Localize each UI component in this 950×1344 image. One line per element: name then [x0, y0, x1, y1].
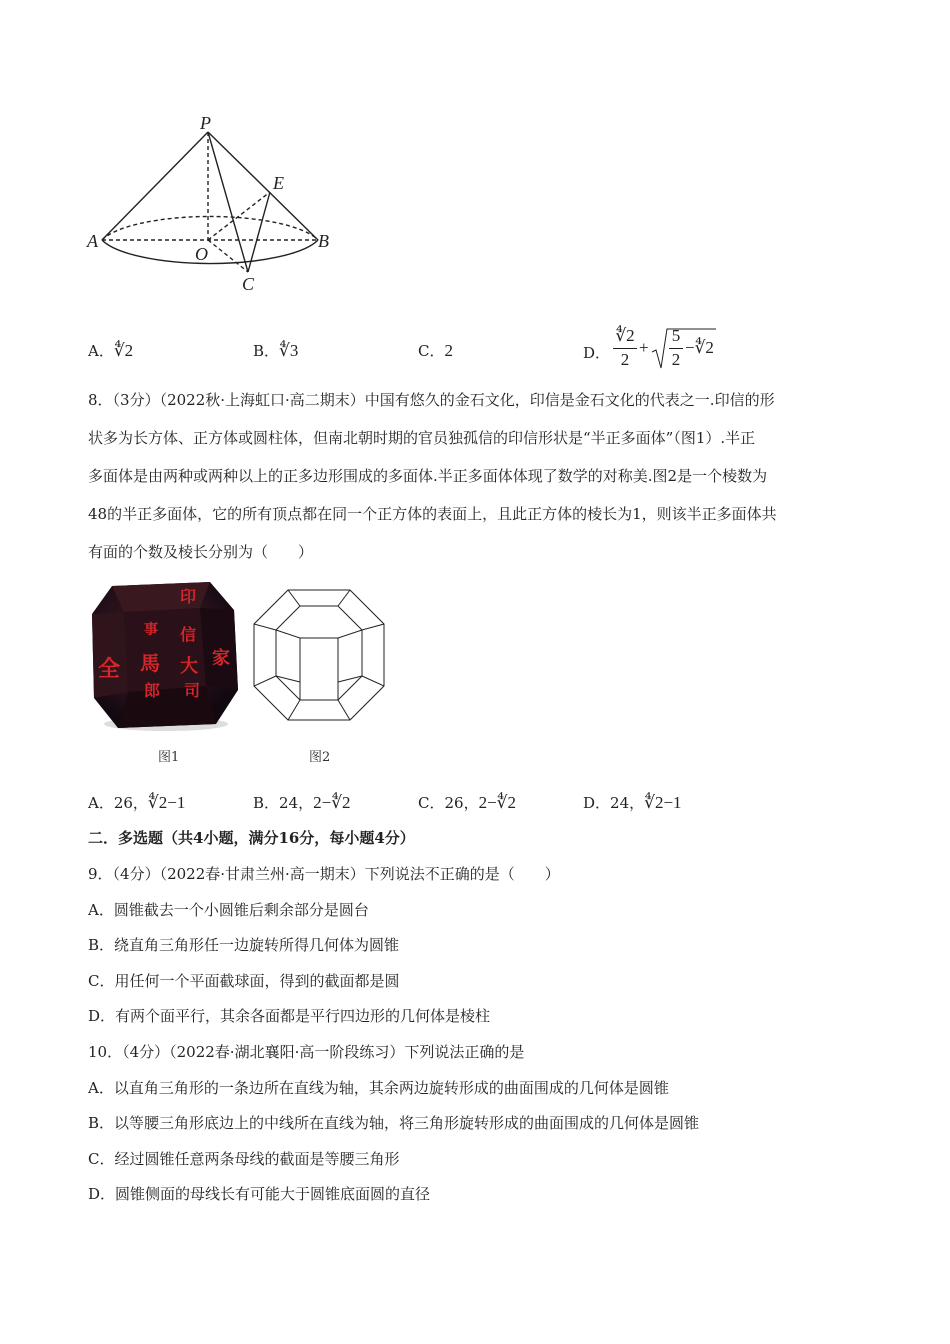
seal-char-5: 馬 — [140, 651, 160, 675]
seal-char-4: 司 — [184, 681, 201, 700]
q9-option-a[interactable]: A．圆锥截去一个小圆锥后剩余部分是圆台 — [88, 901, 369, 919]
polyhedron-figure — [248, 584, 390, 726]
q8-stem-line-2: 状多为长方体、正方体或圆柱体，但南北朝时期的官员独孤信的印信形状是“半正多面体”（图1）.半正 — [88, 429, 756, 447]
seal-char-8: 郎 — [144, 681, 161, 700]
q7-option-b[interactable]: B．∜3 — [253, 341, 299, 360]
q8-stem-line-3: 多面体是由两种或两种以上的正多边形围成的多面体.半正多面体体现了数学的对称美.图2是一个棱数为 — [88, 467, 768, 485]
seal-char-7: 家 — [212, 648, 230, 669]
q7-option-b-value: ∜3 — [279, 341, 299, 360]
q10-option-b[interactable]: B．以等腰三角形底边上的中线所在直线为轴，将三角形旋转形成的曲面围成的几何体是圆锥 — [88, 1114, 700, 1132]
q8-option-b-value: 2−∜2 — [313, 793, 351, 812]
q8-option-d-value: ∜2−1 — [644, 793, 682, 812]
edge-pb — [208, 132, 318, 240]
q10-option-a[interactable]: A．以直角三角形的一条边所在直线为轴，其余两边旋转形成的曲面围成的几何体是圆锥 — [88, 1079, 669, 1097]
q10-option-d[interactable]: D．圆锥侧面的母线长有可能大于圆锥底面圆的直径 — [88, 1185, 431, 1203]
q8-option-c-value: 2−∜2 — [478, 793, 516, 812]
label-o: O — [195, 244, 208, 264]
q9-option-d[interactable]: D．有两个面平行，其余各面都是平行四边形的几何体是棱柱 — [88, 1007, 491, 1025]
cone-base-front-arc — [102, 240, 318, 264]
seal-char-6: 全 — [98, 656, 121, 682]
q7-option-a-value: ∜2 — [113, 341, 134, 360]
q10-option-c[interactable]: C．经过圆锥任意两条母线的截面是等腰三角形 — [88, 1150, 400, 1168]
edge-pa — [102, 132, 208, 240]
q7-option-a[interactable]: A．∜2 — [88, 341, 134, 360]
cone-figure — [80, 108, 350, 298]
q7-option-c[interactable]: C．2 — [418, 341, 453, 360]
fig1-caption: 图1 — [158, 750, 180, 765]
label-a: A — [87, 231, 98, 251]
q9-option-b[interactable]: B．绕直角三角形任一边旋转所得几何体为圆锥 — [88, 936, 400, 954]
q8-option-d[interactable]: D．24，∜2−1 — [583, 793, 682, 812]
q9-option-c[interactable]: C．用任何一个平面截球面，得到的截面都是圆 — [88, 972, 400, 990]
q8-stem-line-1: 8．（3分）（2022秋·上海虹口·高二期末）中国有悠久的金石文化，印信是金石文化的代表之一.印信的形 — [88, 391, 775, 409]
segment-oc — [208, 240, 248, 272]
q8-stem-line-4: 48的半正多面体，它的所有顶点都在同一个正方体的表面上，且此正方体的棱长为1，则该半正多面体共 — [88, 505, 777, 523]
seal-char-2: 信 — [180, 625, 197, 644]
section-2-heading: 二．多选题（共4小题，满分16分，每小题4分） — [88, 829, 415, 847]
q8-option-c[interactable]: C．26，2−∜2 — [418, 793, 516, 812]
seal-char-1: 印 — [180, 587, 197, 606]
label-e: E — [273, 173, 284, 193]
edge-pc — [208, 132, 248, 272]
seal-char-9: 事 — [144, 622, 158, 638]
q8-option-a-value: ∜2−1 — [147, 793, 186, 812]
q7-option-c-value: 2 — [444, 341, 453, 360]
seal-char-3: 大 — [180, 656, 198, 677]
q9-stem: 9．（4分）（2022春·甘肃兰州·高一期末）下列说法不正确的是（ ） — [88, 865, 560, 883]
seal-photo — [88, 578, 240, 732]
label-p: P — [200, 113, 211, 133]
fig2-caption: 图2 — [309, 750, 331, 765]
q8-option-a[interactable]: A．26，∜2−1 — [88, 793, 186, 812]
q8-option-b[interactable]: B．24，2−∜2 — [253, 793, 351, 812]
label-b: B — [318, 231, 329, 251]
q10-stem: 10．（4分）（2022春·湖北襄阳·高一阶段练习）下列说法正确的是 — [88, 1043, 525, 1061]
q8-stem-line-5: 有面的个数及棱长分别为（ ） — [88, 543, 314, 561]
label-c: C — [242, 274, 255, 294]
cone-base-back-arc — [102, 216, 318, 240]
